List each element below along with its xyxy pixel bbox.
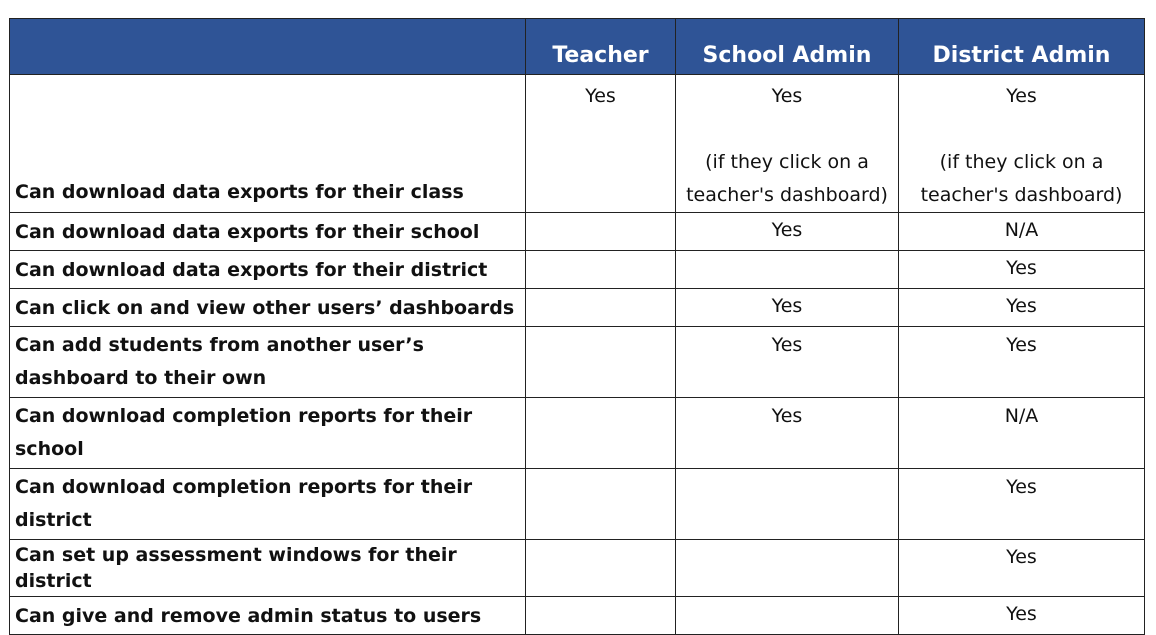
school-admin-value: Yes [676, 398, 899, 469]
value-note: teacher's dashboard) [920, 184, 1123, 206]
header-feature-cell [10, 19, 526, 75]
table-row [10, 540, 1145, 597]
feature-label: Can set up assessment windows for their district [10, 540, 526, 597]
district-admin-value [899, 75, 1145, 213]
school-admin-value [676, 597, 899, 635]
value-text: Yes [771, 85, 803, 107]
table-body [10, 75, 1145, 635]
teacher-value [526, 398, 676, 469]
teacher-value [526, 327, 676, 398]
feature-label: Can click on and view other users’ dashboards [10, 289, 526, 327]
teacher-value [526, 469, 676, 540]
table-row [10, 597, 1145, 635]
school-admin-value: Yes [676, 327, 899, 398]
header-school-admin: School Admin [676, 19, 899, 75]
teacher-value [526, 213, 676, 251]
value-note: (if they click on a [705, 151, 869, 173]
table-header [10, 19, 1145, 75]
table-row [10, 327, 1145, 398]
feature-label: Can download completion reports for their school [10, 398, 526, 469]
school-admin-value: Yes [676, 289, 899, 327]
district-admin-value: Yes [899, 289, 1145, 327]
teacher-value [526, 540, 676, 597]
teacher-value [526, 75, 676, 213]
district-admin-value: N/A [899, 213, 1145, 251]
table-row [10, 469, 1145, 540]
feature-label: Can download data exports for their school [10, 213, 526, 251]
feature-label: Can download completion reports for their district [10, 469, 526, 540]
school-admin-value [676, 251, 899, 289]
teacher-value [526, 251, 676, 289]
value-text: Yes [585, 85, 616, 107]
header-row [10, 19, 1145, 75]
district-admin-value: Yes [899, 597, 1145, 635]
table-row [10, 398, 1145, 469]
header-teacher: Teacher [526, 19, 676, 75]
value-note: (if they click on a [939, 151, 1104, 173]
value-text: Yes [1006, 85, 1037, 107]
permissions-table [9, 18, 1145, 635]
feature-label: Can give and remove admin status to users [10, 597, 526, 635]
permissions-table-container [9, 18, 1145, 635]
table-row [10, 213, 1145, 251]
district-admin-value: Yes [899, 251, 1145, 289]
table-row [10, 289, 1145, 327]
value-note: teacher's dashboard) [686, 184, 888, 206]
teacher-value [526, 597, 676, 635]
school-admin-value [676, 469, 899, 540]
district-admin-value: Yes [899, 327, 1145, 398]
school-admin-value: Yes [676, 213, 899, 251]
feature-label: Can add students from another user’s dashboard to their own [10, 327, 526, 398]
district-admin-value: Yes [899, 540, 1145, 597]
school-admin-value [676, 540, 899, 597]
district-admin-value: Yes [899, 469, 1145, 540]
feature-label: Can download data exports for their class [10, 75, 526, 213]
table-row [10, 251, 1145, 289]
school-admin-value [676, 75, 899, 213]
district-admin-value: N/A [899, 398, 1145, 469]
feature-label: Can download data exports for their district [10, 251, 526, 289]
teacher-value [526, 289, 676, 327]
table-row [10, 75, 1145, 213]
header-district-admin: District Admin [899, 19, 1145, 75]
